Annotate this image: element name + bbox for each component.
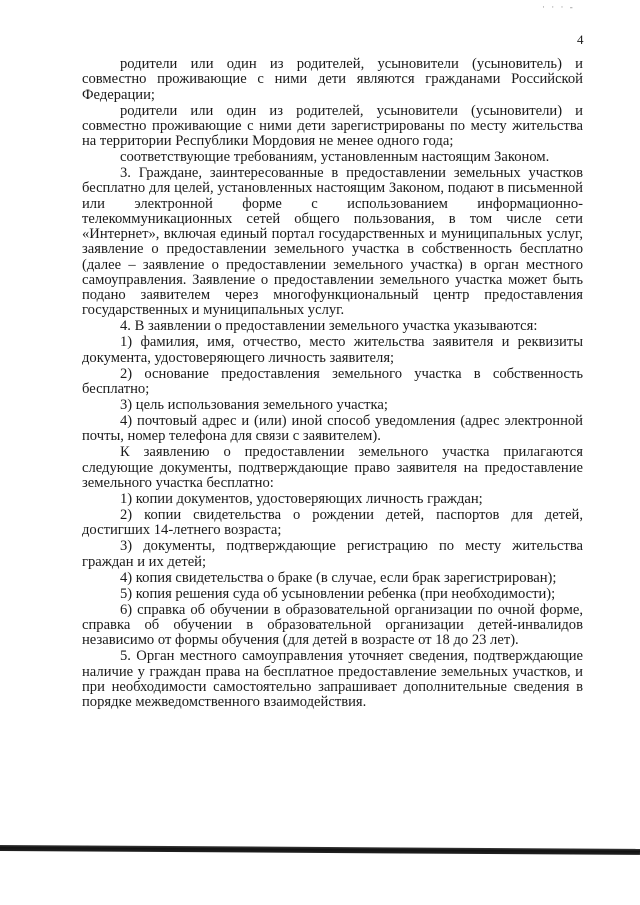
list-item-doc-5: 5) копия решения суда об усыновлении ребенка (при необходимости); — [120, 585, 556, 602]
list-item-doc-3: 3) документы, подтверждающие регистрацию по месту жительства граждан и их детей; — [82, 538, 583, 570]
list-item-4-1: 1) фамилия, имя, отчество, место жительства заявителя и реквизиты документа, удостоверяющего личность заявителя; — [82, 334, 583, 366]
paragraph-item-3: 3. Граждане, заинтересованные в предоставлении земельных участков бесплатно для целей, установленных настоящим Законом, подают в письменной или электронной форме с использованием информационно-телекоммуникационных сетей общего пользования, в том числе сети «Интернет», включая единый портал государственных и муниципальных услуг, заявление о предоставлении земельного участка в собственность бесплатно (далее – заявление о предоставлении земельного участка) в орган местного самоуправления. Заявление о предоставлении земельного участка может быть подано заявителем через многофункциональный центр предоставления государственных и муниципальных услуг. — [82, 165, 583, 319]
list-item-doc-4: 4) копия свидетельства о браке (в случае, если брак зарегистрирован); — [120, 569, 557, 586]
paragraph-parents-registered: родители или один из родителей, усыновители (усыновители) и совместно проживающие с ними дети зарегистрированы по месту жительства на территории Республики Мордовия не менее одного года; — [82, 102, 583, 150]
list-item-4-4: 4) почтовый адрес и (или) иной способ уведомления (адрес электронной почты, номер телефона для связи с заявителем). — [82, 413, 583, 445]
paragraph-meeting-requirements: соответствующие требованиям, установленным настоящим Законом. — [120, 149, 550, 166]
page-number: 4 — [577, 32, 584, 47]
list-item-4-2: 2) основание предоставления земельного участка в собственность бесплатно; — [82, 365, 583, 398]
scan-mark: · · · - — [542, 2, 575, 12]
paragraph-item-4: 4. В заявлении о предоставлении земельного участка указываются: — [120, 318, 538, 335]
paragraph-attachments: К заявлению о предоставлении земельного участка прилагаются следующие документы, подтверждающие право заявителя на предоставление земельного участка бесплатно: — [82, 444, 583, 491]
bottom-rule — [0, 845, 640, 855]
list-item-doc-1: 1) копии документов, удостоверяющих личность граждан; — [120, 490, 483, 507]
paragraph-item-5: 5. Орган местного самоуправления уточняет сведения, подтверждающие наличие у граждан права на бесплатное предоставление земельных участков, и при необходимости самостоятельно запрашивает дополнительные сведения в порядке межведомственного взаимодействия. — [82, 648, 583, 710]
paragraph-parents-citizens: родители или один из родителей, усыновители (усыновитель) и совместно проживающие с ними дети являются гражданами Российской Федерации; — [82, 56, 583, 103]
list-item-doc-6: 6) справка об обучении в образовательной организации по очной форме, справка об обучении в образовательной организации детей-инвалидов независимо от формы обучения (для детей в возрасте от 18 до 23 лет). — [82, 601, 583, 649]
document-body — [82, 57, 583, 711]
list-item-doc-2: 2) копии свидетельства о рождении детей, паспортов для детей, достигших 14-летнего возраста; — [82, 507, 583, 539]
list-item-4-3: 3) цель использования земельного участка; — [120, 397, 388, 414]
